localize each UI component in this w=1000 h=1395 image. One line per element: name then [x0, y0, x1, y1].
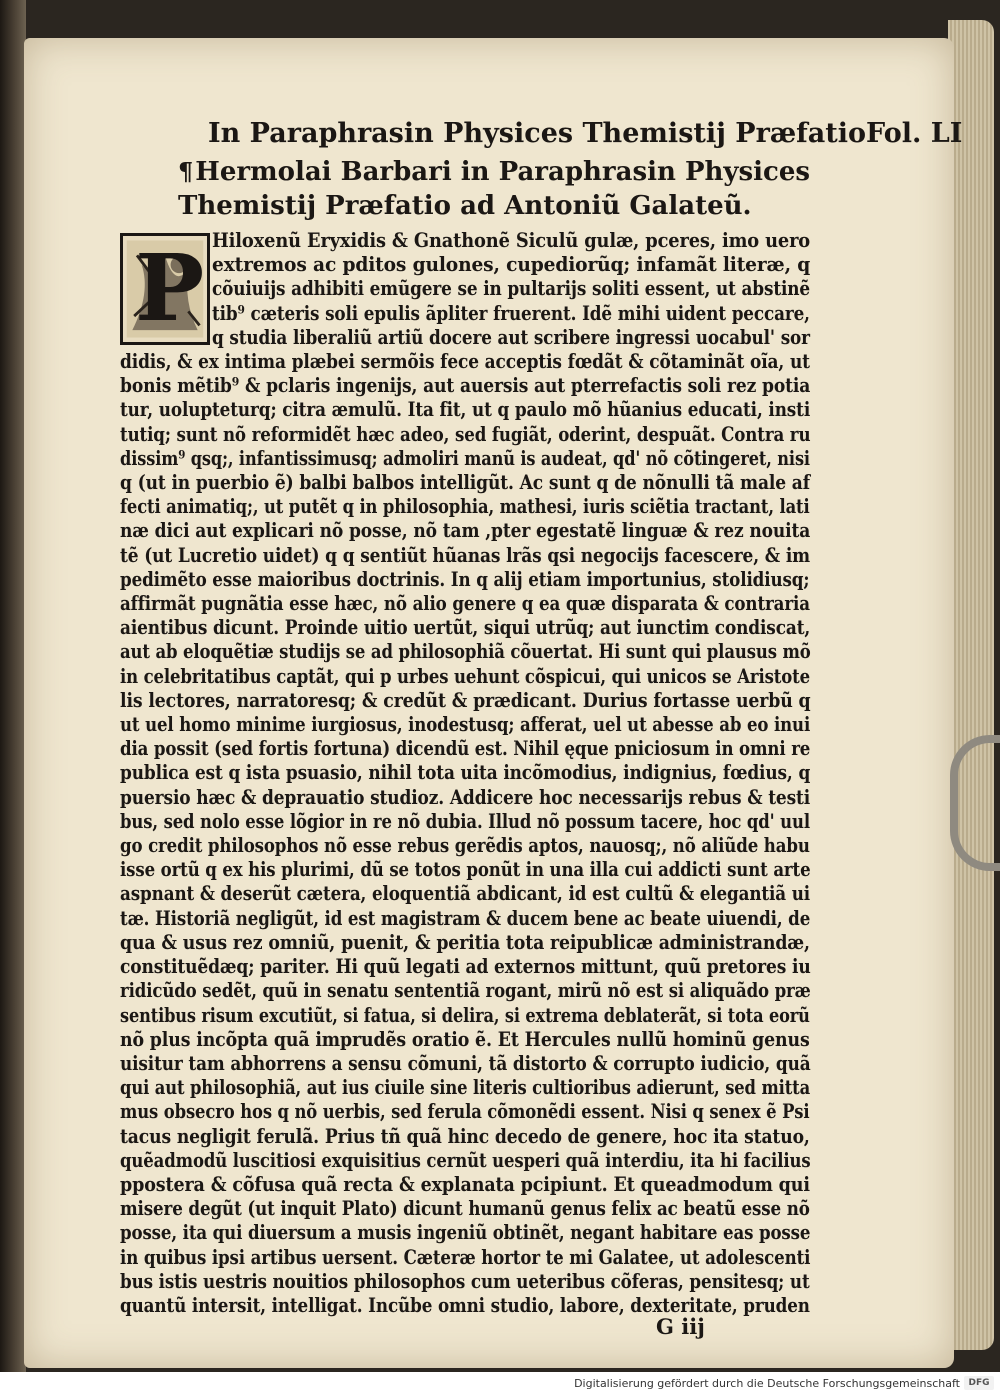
chapter-heading	[178, 155, 810, 223]
text-line: Hiloxenũ Eryxidis & Gnathonẽ Siculũ gulæ, pceres, imo uero	[212, 229, 811, 252]
text-line: tib⁹ cæteris soli epulis ãpliter fruerent. Idẽ mihi uident peccare,	[212, 301, 810, 325]
folio-number: Fol. LI	[866, 118, 963, 149]
text-line: in quibus ipsi artibus uersent. Cæteræ hortor te mi Galatee, ut adolescenti	[120, 1245, 811, 1269]
text-line: quantũ intersit, intelligat. Incũbe omni studio, labore, dexteritate, pruden	[120, 1293, 810, 1317]
footer-bar	[0, 1372, 1000, 1395]
text-line: aspnant & deserũt cætera, eloquentiã abdicant, id est cultũ & elegantiã ui	[120, 882, 811, 906]
text-line: misere degũt (ut inquit Plato) dicunt humanũ genus felix ac beatũ esse nõ	[120, 1197, 810, 1221]
text-line: go credit philosophos nõ esse rebus gerẽdis aptos, nauosq;, nõ aliũde habu	[120, 834, 810, 858]
text-line: qui aut philosophiã, aut ius ciuile sine literis cultioribus adierunt, sed mitta	[120, 1076, 811, 1100]
text-line: extremos ac pditos gulones, cupediorũq; infamãt literæ, q	[212, 253, 811, 277]
text-line: tacus negligit ferulã. Prius tñ quã hinc decedo de genere, hoc ita statuo,	[120, 1124, 810, 1148]
text-line: q (ut in puerbio ẽ) balbi balbos intelligũt. Ac sunt q de nõnulli tã male af	[120, 471, 810, 495]
text-line: pedimẽto esse maioribus doctrinis. In q alij etiam importunius, stolidiusq;	[120, 567, 810, 591]
text-line: posse, ita qui diuersum a musis ingeniũ obtinẽt, negant habitare eas posse	[120, 1221, 811, 1245]
text-line: didis, & ex intima plæbei sermõis fece acceptis fœdãt & cõtaminãt oĩa, ut	[120, 350, 810, 374]
text-line: tutiq; sunt nõ reformidẽt hæc adeo, sed fugiãt, oderint, despuãt. Contra ru	[120, 422, 811, 446]
text-line: ut uel homo minime iurgiosus, inodestusq; afferat, uel ut abesse ab eo inui	[120, 713, 811, 737]
page-block-edges	[948, 20, 994, 1350]
running-head	[208, 118, 963, 149]
running-head-title: In Paraphrasin Physices Themistij Præfatio	[208, 118, 866, 149]
book-spine-edge	[0, 0, 26, 1372]
indented-lines	[120, 229, 810, 350]
text-line: bus, sed nolo esse lõgior in re nõ dubia. Illud nõ possum tacere, hoc qd' uul	[120, 809, 810, 833]
page-content	[120, 118, 963, 1340]
body-text	[120, 229, 810, 1318]
text-line: publica est q ista psuasio, nihil tota uita incõmodius, indignius, fœdius, q	[120, 761, 811, 785]
initial-letter: P	[135, 234, 205, 342]
text-line: bus istis uestris nouitios philosophos cum ueteribus cõferas, pensitesq; ut	[120, 1269, 810, 1293]
text-line: tẽ (ut Lucretio uidet) q q sentiũt hũanas lrãs qsi negocijs facescere, & im	[120, 543, 811, 567]
text-line: uisitur tam abhorrens a sensu cõmuni, tã distorto & corrupto iudicio, quã	[120, 1051, 811, 1075]
pilcrow-icon: ¶	[178, 157, 194, 186]
text-line: aut ab eloquẽtiæ studijs se ad philosophiã cõuertat. Hi sunt qui plausus mõ	[120, 640, 811, 664]
heading-line-1: ¶Hermolai Barbari in Paraphrasin Physices	[178, 157, 811, 187]
text-line: q studia liberaliũ artiũ docere aut scribere ingressi uocabul' sor	[212, 325, 810, 349]
text-line: aientibus dicunt. Proinde uitio uertũt, siqui utrũq; aut iunctim condiscat,	[120, 616, 811, 640]
text-line: quẽadmodũ luscitiosi exquisitius cernũt uesperi quã interdiu, ita hi facilius	[120, 1148, 811, 1172]
text-line: fecti animatiq;, ut putẽt q in philosophia, mathesi, iuris sciẽtia tractant, lati	[120, 495, 810, 519]
footer-credit: Digitalisierung gefördert durch die Deutsche Forschungsgemeinschaft	[574, 1377, 960, 1390]
heading-line-2: Themistij Præfatio ad Antoniũ Galateũ.	[178, 191, 752, 221]
text-line: tur, uolupteturq; citra æmulũ. Ita fit, ut q paulo mõ hũanius educati, insti	[120, 398, 811, 422]
text-line: qua & usus rez omniũ, puenit, & peritia tota reipublicæ administrandæ,	[120, 930, 810, 954]
text-line: dia possit (sed fortis fortuna) dicendũ est. Nihil ęque pniciosum in omni re	[120, 737, 811, 761]
text-line: isse ortũ q ex his plurimi, dũ se totos ponũt in una illa cui addicti sunt arte	[120, 858, 811, 882]
text-line: tæ. Historiã negligũt, id est magistram & ducem bene ac beate uiuendi, de	[120, 906, 811, 930]
text-line: constituẽdæq; pariter. Hi quũ legati ad externos mittunt, quũ pretores iu	[120, 955, 811, 979]
full-width-lines	[120, 350, 810, 1318]
book-clasp	[950, 735, 1000, 871]
text-line: puersio hæc & deprauatio studioz. Addicere hoc necessarijs rebus & testi	[120, 785, 811, 809]
dfg-logo: DFG	[964, 1376, 994, 1390]
text-line: bonis mẽtib⁹ & pclaris ingenijs, aut auersis aut pterrefactis soli rez potia	[120, 374, 811, 398]
text-line: ridicũdo sedẽt, quũ in senatu sententiã rogant, mirũ nõ est si aliquãdo præ	[120, 979, 811, 1003]
text-line: lis lectores, narratoresq; & credũt & prædicant. Durius fortasse uerbũ q	[120, 688, 811, 712]
text-line: ppostera & cõfusa quã recta & explanata pcipiunt. Et queadmodum qui	[120, 1172, 810, 1196]
text-line: dissim⁹ qsq;, infantissimusq; admoliri manũ is audeat, qd' nõ cõtingeret, nisi	[120, 446, 810, 470]
text-line: in celebritatibus captãt, qui p urbes uehunt cõspicui, qui unicos se Aristote	[120, 664, 810, 688]
signature-mark: G iij	[656, 1314, 705, 1340]
text-line: sentibus risum excutiũt, si fatua, si delira, si extrema deblaterãt, si tota eorũ	[120, 1003, 810, 1027]
text-line: nõ plus incõpta quã imprudẽs oratio ẽ. Et Hercules nullũ hominũ genus	[120, 1027, 810, 1051]
text-line: næ dici aut explicari nõ posse, nõ tam ,pter egestatẽ linguæ & rez nouita	[120, 519, 811, 543]
text-line: cõuiuijs adhibiti emũgere se in pultarijs soliti essent, ut abstinẽ	[212, 277, 810, 301]
text-line: affirmãt pugnãtia esse hæc, nõ alio genere q ea quæ disparata & contraria	[120, 592, 810, 616]
text-line: mus obsecro hos q nõ uerbis, sed ferula cõmonẽdi essent. Nisi q senex ẽ Psi	[120, 1100, 810, 1124]
